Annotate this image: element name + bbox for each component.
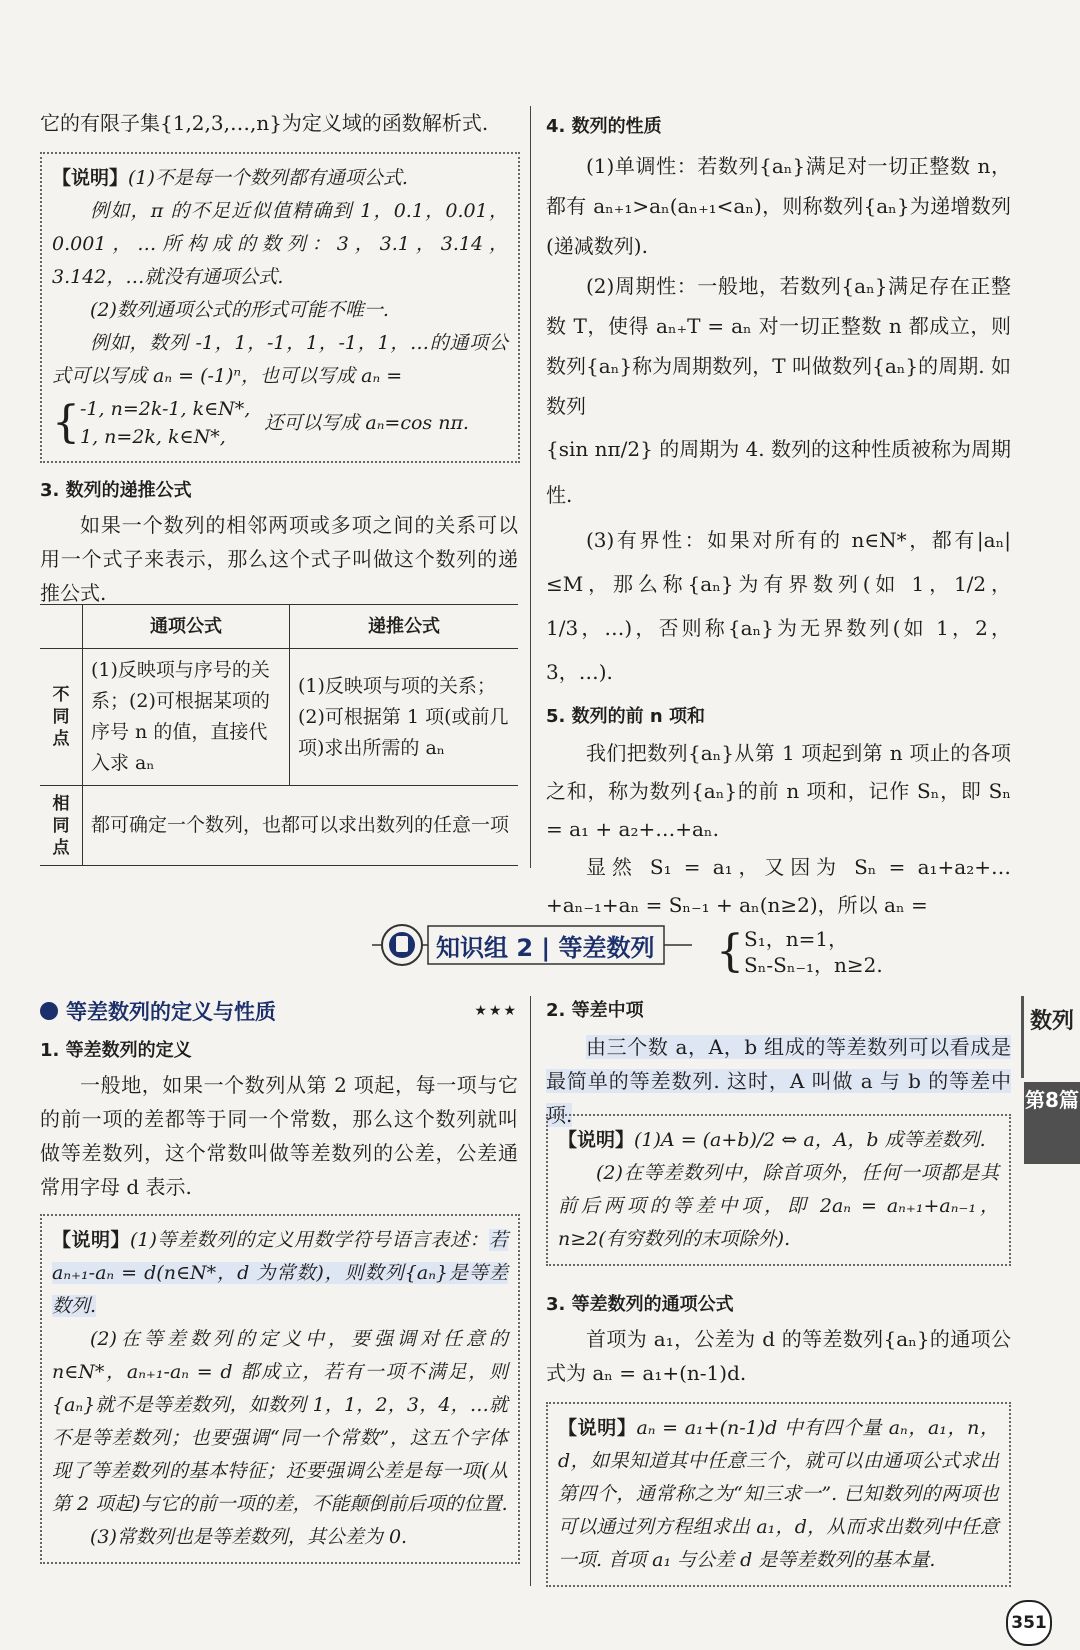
section-arithmetic-definition — [40, 996, 518, 1204]
note-label: 【说明】 — [558, 1417, 637, 1439]
case-line: Sₙ-Sₙ₋₁，n≥2. — [744, 953, 883, 977]
side-tab-part-label: 数列 — [1029, 1009, 1074, 1034]
section-text: (1)单调性：若数列{aₙ}满足对一切正整数 n，都有 aₙ₊₁>aₙ(aₙ₊₁<aₙ)，则称数列{aₙ}为递增数列(递减数列). — [546, 154, 1011, 258]
section-arithmetic-mean — [546, 996, 1011, 1132]
intro-line: 它的有限子集{1,2,3,…,n}为定义域的函数解析式. — [40, 111, 489, 135]
note-box-arithmetic-mean — [546, 1114, 1011, 1266]
section-bullet-icon — [40, 1002, 58, 1020]
column-divider — [530, 106, 531, 868]
table-cell: 都可确定一个数列，也都可以求出数列的任意一项 — [83, 786, 519, 866]
note-text: (1)等差数列的定义用数学符号语言表述： — [130, 1229, 489, 1251]
comparison-table — [40, 604, 518, 866]
note-label: 【说明】 — [558, 1129, 635, 1151]
note-box-know-three — [546, 1402, 1011, 1587]
section-text-highlight: 由三个数 a，A，b 组成的等差数列可以看成是最简单的等差数列. 这时，A 叫做 a 与 b 的等差中项. — [546, 1035, 1011, 1127]
note-text: (2)数列通项公式的形式可能不唯一. — [90, 299, 389, 321]
section-heading: 1. 等差数列的定义 — [40, 1040, 192, 1061]
brace-symbol: { — [52, 397, 80, 448]
difficulty-stars: ★★★ — [474, 1003, 518, 1019]
column-divider — [530, 996, 531, 1586]
section-heading: 3. 数列的递推公式 — [40, 480, 192, 501]
knowledge-group-banner — [372, 922, 692, 968]
section-text: (3)有界性：如果对所有的 n∈N*，都有|aₙ|≤M，那么称{aₙ}为有界数列(如 1，1/2，1/3，…)，否则称{aₙ}为无界数列(如 1，2，3，…). — [546, 528, 1011, 684]
section-text: 我们把数列{aₙ}从第 1 项起到第 n 项止的各项之和，称为数列{aₙ}的前 n 项和，记作 Sₙ，即 Sₙ = a₁ + a₂+…+aₙ. — [546, 741, 1011, 841]
note-box-definition — [40, 1214, 520, 1564]
case-line: S₁，n=1， — [744, 927, 849, 951]
section-heading: 4. 数列的性质 — [546, 116, 662, 137]
side-tab-chapter — [1024, 1082, 1080, 1164]
table-cell: (1)反映项与项的关系；(2)可根据第 1 项(或前几项)求出所需的 aₙ — [290, 649, 519, 786]
section-general-term — [546, 1290, 1011, 1390]
case-line: 1, n=2k, k∈N*, — [80, 426, 226, 448]
note-box-general-term — [40, 152, 520, 463]
section-title: 等差数列的定义与性质 — [66, 1000, 276, 1024]
note-text: (3)常数列也是等差数列，其公差为 0. — [90, 1526, 408, 1548]
note-text: (2)在等差数列的定义中，要强调对任意的 n∈N*，aₙ₊₁-aₙ = d 都成立，若有一项不满足，则{aₙ}就不是等差数列，如数列 1，1，2，3，4，…就不是等差数列；也要强调“同一个常数”，这五个字体现了等差数列的基本特征；还要强调公差是每一项(从第 2 项起)与它的前一项的差，不能颠倒前后项的位置. — [52, 1328, 508, 1515]
intro-line-block — [40, 106, 518, 140]
section-heading: 2. 等差中项 — [546, 1000, 644, 1021]
section-properties — [546, 112, 1011, 980]
section-heading: 3. 等差数列的通项公式 — [546, 1294, 734, 1315]
note-text: 例如，π 的不足近似值精确到 1，0.1，0.01，0.001，…所构成的数列：3，3.1，3.14，3.142，…就没有通项公式. — [52, 200, 508, 288]
piecewise-formula — [52, 393, 508, 453]
table-header: 通项公式 — [83, 605, 290, 649]
table-row-label: 相同点 — [40, 786, 83, 866]
section-text: 首项为 a₁，公差为 d 的等差数列{aₙ}的通项公式为 aₙ = a₁+(n-1)d. — [546, 1327, 1011, 1385]
side-tab-part — [1021, 996, 1080, 1078]
note-text: (1)A = (a+b)/2 ⇔ a，A，b 成等差数列. — [634, 1129, 986, 1151]
side-tab-chapter-label: 第8篇 — [1025, 1088, 1079, 1112]
note-label: 【说明】 — [52, 167, 129, 189]
piecewise-formula — [716, 924, 1011, 980]
section-text: {sin nπ/2} 的周期为 4. 数列的这种性质被称为周期性. — [546, 437, 1011, 507]
table-row-label: 不同点 — [40, 649, 83, 786]
case-line: -1, n=2k-1, k∈N*, — [80, 398, 251, 420]
section-text: (2)周期性：一般地，若数列{aₙ}满足存在正整数 T，使得 aₙ₊T = aₙ 对一切正整数 n 都成立，则数列{aₙ}称为周期数列，T 叫做数列{aₙ}的周期. 如数列 — [546, 274, 1011, 418]
section-text: 显然 S₁ = a₁，又因为 Sₙ = a₁+a₂+…+aₙ₋₁+aₙ = Sₙ₋₁ + aₙ(n≥2)，所以 aₙ = — [546, 855, 1011, 917]
note-text: 例如，数列 -1，1，-1，1，-1，1，…的通项公式可以写成 aₙ = (-1)ⁿ，也可以写成 aₙ = — [52, 332, 508, 387]
table-cell: (1)反映项与序号的关系；(2)可根据某项的序号 n 的值，直接代入求 aₙ — [83, 649, 290, 786]
note-label: 【说明】 — [52, 1229, 131, 1251]
note-text: (1)不是每一个数列都有通项公式. — [128, 167, 408, 189]
section-heading: 5. 数列的前 n 项和 — [546, 706, 705, 727]
table-corner — [40, 605, 83, 649]
banner-title: 知识组 2 | 等差数列 — [436, 934, 655, 962]
note-text: aₙ = a₁+(n-1)d 中有四个量 aₙ，a₁，n，d，如果知道其中任意三个，就可以由通项公式求出第四个，通常称之为“知三求一”. 已知数列的两项也可以通过列方程组求出 a₁，d，从而求出数列中任意一项. 首项 a₁ 与公差 d 是等差数列的基本量. — [558, 1417, 999, 1571]
section-text: 一般地，如果一个数列从第 2 项起，每一项与它的前一项的差都等于同一个常数，那么这个数列就叫做等差数列，这个常数叫做等差数列的公差，公差通常用字母 d 表示. — [40, 1073, 518, 1199]
table-header: 递推公式 — [290, 605, 519, 649]
note-text: 还可以写成 aₙ=cos nπ. — [264, 411, 469, 434]
page-number: 351 — [1006, 1600, 1052, 1646]
section-text: 如果一个数列的相邻两项或多项之间的关系可以用一个式子来表示，那么这个式子叫做这个数列的递推公式. — [40, 513, 518, 605]
brace-symbol: { — [716, 926, 744, 977]
note-text: (2)在等差数列中，除首项外，任何一项都是其前后两项的等差中项，即 2aₙ = aₙ₊₁+aₙ₋₁，n≥2(有穷数列的末项除外). — [558, 1162, 999, 1250]
note-highlight: 若 aₙ₊₁-aₙ = d(n∈N*，d 为常数)，则数列{aₙ}是等差数列. — [52, 1229, 508, 1317]
section-recursive — [40, 476, 518, 610]
